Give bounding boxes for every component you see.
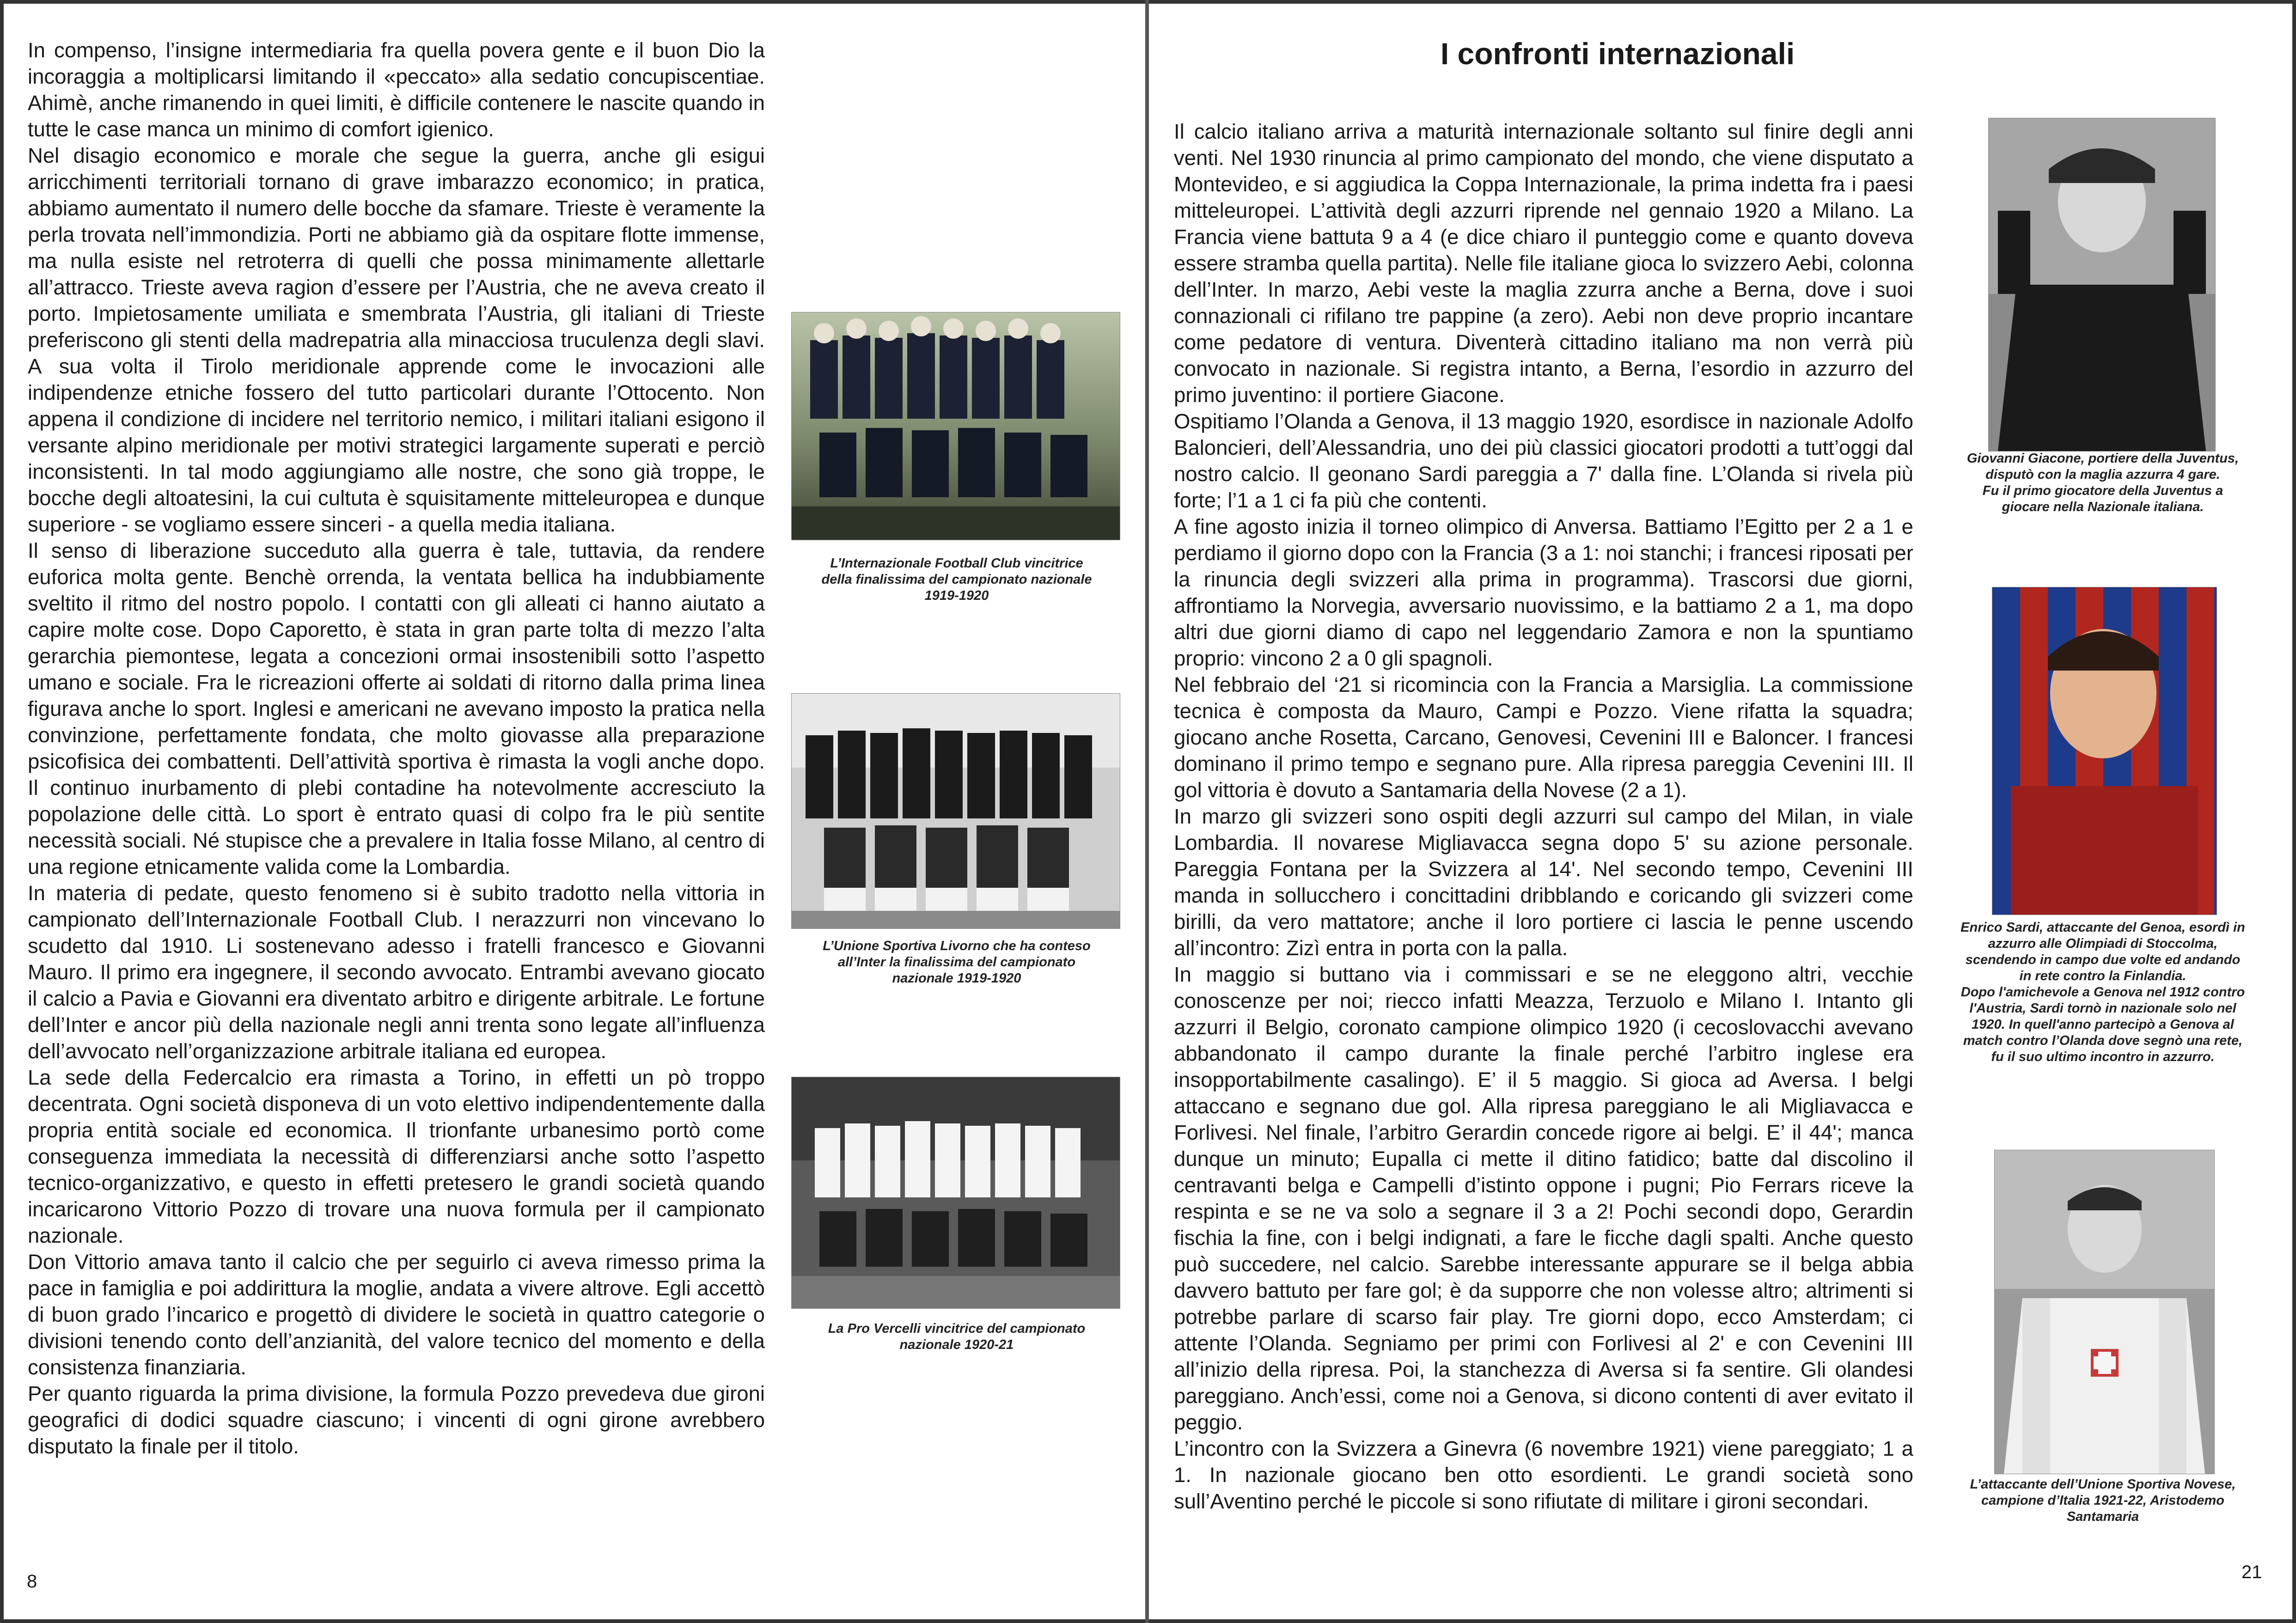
left-paragraph: Il senso di liberazione succeduto alla guerra è tale, tuttavia, da rendere euforica molta gente. Benchè orrenda, la ventata bellica ha indubbiamente sveltito il ritmo del nostro popolo. I contatti con gli alleati ci hanno aiutato a capire molte cose. Dopo Caporetto, è stata in gran parte tolta di mezzo l’alta gerarchia piemontese, legata a concezioni ormai insostenibili sotto l’aspetto umano e sociale. Fra le ricreazioni offerte ai soldati di ritorno dalla prima linea figurava anche lo sport. Inglesi e americani ne avevano imposto la pratica nella convinzione, perfettamente fondata, che molto giovasse alla preparazione psicofisica dei combattenti. Dell’attività sportiva è rimasta la vogli anche dopo. Il continuo inurbamento di plebi contadine ha notevolmente accresciuto la popolazione delle città. Lo sport è entrato quasi di colpo fra le più sentite necessità sociali. Né stupisce che a prevalere in Italia fosse Milano, al centro di una regione etnicamente valida come la Lombardia. [28, 539, 765, 879]
right-paragraph: Nel febbraio del ‘21 si ricomincia con la Francia a Marsiglia. La commissione tecnica è composta da Mauro, Campi e Pozzo. Viene rifatta la squadra; giocano anche Rosetta, Carcano, Genovesi, Cevenini III e Baloncer. I francesi dominano il primo tempo e segnano pure. Alla ripresa pareggia Cevenini III. Il gol vittoria è dovuto a Santamaria della Novese (2 a 1). [1174, 673, 1913, 802]
right-paragraph: In maggio si buttano via i commissari e se ne eleggono altri, vecchie conoscenze per noi; riecco infatti Meazza, Terzuolo e Milano I. Intanto gli azzurri il Belgio, coronato campione olimpico 1920 (i cecoslovacchi avevano abbandonato il campo durante la finale perché l’arbitro inglese era insopportabilmente casalingo). E’ il 5 maggio. Si gioca ad Aversa. I belgi attaccano e segnano due gol. Alla ripresa pareggiano le ali Migliavacca e Forlivesi. Nel finale, l’arbitro Gerardin concede rigore ai belgi. E’ il 44'; manca dunque un minuto; Eupalla ci mette il ditino fatidico; batte dal discolino il centravanti belga e Campelli d’istinto oppone i pugni; Pio Ferrars riceve la respinta e se ne va solo a segnare il 3 a 2! Pochi secondi dopo, Gerardin fischia la fine, con i belgi indignati, a fare le ficche dagli spalti. Anche questo può succedere, nel calcio. Sarebbe interessante appurare se il belga abbia davvero battuto per fare gol; è da supporre che non volesse altro; altrimenti si potrebbe parlare di scarso fair play. Tre giorni dopo, ecco Amsterdam; ci attente l’Olanda. Segniamo per primi con Forlivesi al 2' e con Cevenini III all’inizio della ripresa. Poi, la stanchezza di Aversa si fa sentire. Gli olandesi pareggiano. Anch’essi, come noi a Genova, si dicono contenti di aver evitato il peggio. [1174, 963, 1913, 1434]
right-paragraph: Ospitiamo l’Olanda a Genova, il 13 maggio 1920, esordisce in nazionale Adolfo Baloncieri, dell’Alessandria, uno dei più classici giocatori prodotti a tutt’oggi dal nostro calcio. Il geonano Sardi pareggia a 7' dalla fine. L’Olanda si rivela più forte; l’1 a 1 ci fa più che contenti. [1174, 409, 1913, 512]
frame-left [0, 0, 4, 1623]
left-paragraph: In materia di pedate, questo fenomeno si è subito tradotto nella vittoria in campionato dell’Internazionale Football Club. I nerazzurri non vincevano lo scudetto dal 1910. Li sostenevano adesso i fratelli francesco e Giovanni Mauro. Il primo era ingegnere, il secondo avvocato. Entrambi avevano giocato il calcio a Pavia e Giovanni era diventato arbitro e dirigente arbitrale. Le fortune dell’Inter e ancor più della nazionale negli anni trenta sono legate all’influenza dell’avvocato nell’organizzazione arbitrale italiana ed europea. [28, 881, 765, 1063]
pro-vercelli-team-photo [791, 1077, 1120, 1309]
giacone-photo [1988, 118, 2216, 452]
santamaria-photo [1994, 1150, 2215, 1474]
right-page-body [1174, 118, 1913, 1514]
inter-team-caption: L’Internazionale Football Club vincitrice della finalissima del campionato nazionale 1919-1920 [821, 556, 1092, 603]
left-paragraph: Per quanto riguarda la prima divisione, la formula Pozzo prevedeva due gironi geografici di dodici squadre ciascuno; i vincenti di ogni girone avrebbero disputato la finale per il titolo. [28, 1382, 765, 1458]
frame-right [2292, 0, 2296, 1623]
livorno-team-photo [791, 693, 1120, 929]
left-page-number: 8 [27, 1571, 37, 1592]
right-paragraph: L’incontro con la Svizzera a Ginevra (6 novembre 1921) viene pareggiato; 1 a 1. In nazionale giocano ben otto esordienti. Le grandi società sono sull’Aventino perché le piccole si sono rifiutate di militare i gironi secondari. [1174, 1437, 1913, 1513]
sardi-photo [1992, 587, 2217, 915]
right-paragraph: A fine agosto inizia il torneo olimpico di Anversa. Battiamo l’Egitto per 2 a 1 e perdiamo il giorno dopo con la Francia (3 a 1: noi stanchi; i francesi riposati per la rinuncia degli svizzeri alla prima in programma). Trascorsi due giorni, affrontiamo la Norvegia, avversario nuovissimo, e la battiamo 2 a 1, ma dopo altri due giorni diamo di capo nel leggendario Zamora e non la spuntiamo proprio: vincono 2 a 0 gli spagnoli. [1174, 515, 1913, 670]
livorno-team-caption: L’Unione Sportiva Livorno che ha conteso all’Inter la finalissima del campionato nazionale 1919-1920 [823, 939, 1091, 986]
left-paragraph: Nel disagio economico e morale che segue la guerra, anche gli esigui arricchimenti territoriali tornano di grave imbarazzo economico; in pratica, abbiamo aumentato il numero delle bocche da sfamare. Trieste è veramente la perla trovata nell’immondizia. Porti ne abbiamo già da ospitare flotte immense, ma nulla esiste nel retroterra di quelli che possa minimamente allettarle all’attracco. Trieste aveva ragion d’essere per l’Austria, che ne aveva creato il porto. Impietosamente umiliata e smembrata l’Austria, gli italiani di Trieste preferiscono gli stenti della madrepatria alla minacciosa truculenza degli slavi. A sua volta il Tirolo meridionale apprende come le invocazioni alle indipendenze etniche fossero del tutto particolari durante l’Ottocento. Non appena il condizione di incidere nel territorio nemico, i militari italiani esigono il versante alpino meridionale per motivi strategici largamente superati e perciò inconsistenti. In tal modo aggiungiamo alle nostre, che sono già troppe, le bocche degli altoatesini, la cui cultuta è squisitamente mitteleuropea e dunque superiore - se vogliamo essere sinceri - a quella media italiana. [28, 144, 765, 536]
santamaria-caption: L’attaccante dell’Unione Sportiva Novese, campione d’Italia 1921-22, Aristodemo Santamaria [1970, 1477, 2236, 1524]
sardi-caption: Enrico Sardi, attaccante del Genoa, esordì in azzurro alle Olimpiadi di Stoccolma, scendendo in campo due volte ed andando in rete contro la Finlandia. Dopo l'amichevole a Genova nel 1912 contro l'Austria, Sardi tornò in nazionale solo nel 1920. In quell'anno partecipò a Genova al match contro l’Olanda dove segnò una rete, fu il suo ultimo incontro in azzurro. [1960, 920, 2245, 1064]
giacone-caption: Giovanni Giacone, portiere della Juventus, disputò con la maglia azzurra 4 gare. Fu il primo giocatore della Juventus a giocare nella Nazionale italiana. [1966, 451, 2239, 514]
page-gutter [1145, 0, 1149, 1623]
left-paragraph: Don Vittorio amava tanto il calcio che per seguirlo ci aveva rimesso prima la pace in famiglia e poi addirittura la moglie, andata a vivere altrove. Egli accettò di buon grado l’incarico e progettò di dividere le società in quattro categorie o divisioni tenendo conto dell’anzianità, del valore tecnico del momento e della consistenza finanziaria. [28, 1250, 765, 1379]
pro-vercelli-caption: La Pro Vercelli vincitrice del campionato nazionale 1920-21 [828, 1321, 1086, 1352]
right-paragraph: In marzo gli svizzeri sono ospiti degli azzurri sul campo del Milan, in viale Lombardia. Il novarese Migliavacca segna dopo 5' su azione personale. Pareggia Fontana per la Svizzera al 14'. Nel secondo tempo, Cevenini III manda in sollucchero i concittadini dribblando e coricando gli svizzeri come birilli, da vero mattatore; anche il loro portiere ci lascia le penne uscendo all’incontro: Zizì entra in porta con la palla. [1174, 805, 1913, 960]
left-paragraph: La sede della Federcalcio era rimasta a Torino, in effetti un pò troppo decentrata. Ogni società disponeva di un voto elettivo indipendentemente dalla propria entità sociale ed economica. Il trionfante urbanesimo portò come conseguenza immediata la necessità di differenziarsi anche sotto l’aspetto tecnico-organizzativo, e questo in effetti pretesero le grandi società quando incaricarono Vittorio Pozzo di trovare una nuova formula per il campionato nazionale. [28, 1066, 765, 1247]
left-paragraph: In compenso, l’insigne intermediaria fra quella povera gente e il buon Dio la incoraggia a moltiplicarsi limitando il «peccato» alla sedatio concupiscentiae. Ahimè, anche rimanendo in quei limiti, è difficile contenere le nascite quando in tutte le case manca un minimo di comfort igienico. [28, 38, 765, 141]
left-page-body [28, 37, 765, 1459]
right-page-number: 21 [2241, 1562, 2262, 1582]
right-paragraph: Il calcio italiano arriva a maturità internazionale soltanto sul finire degli anni venti. Nel 1930 rinuncia al primo campionato del mondo, che viene disputato a Montevideo, e si aggiudica la Coppa Internazionale, la prima indetta fra i paesi mitteleuropei. L’attività degli azzurri riprende nel gennaio 1920 a Milano. La Francia viene battuta 9 a 4 (e dice chiaro il punteggio come e quanto doveva essere stramba quella partita). Nelle file italiane gioca lo svizzero Aebi, colonna dell’Inter. In marzo, Aebi veste la maglia zzurra anche a Berna, dove i suoi connazionali ci rifilano tre pappine (a zero). Aebi non deve proprio incantare come pedatore di ventura. Diventerà cittadino italiano ma non verrà più convocato in nazionale. Si registra intanto, a Berna, l’esordio in azzurro del primo juventino: il portiere Giacone. [1174, 120, 1913, 407]
page-title: I confronti internazionali [1440, 37, 1795, 71]
inter-team-photo [791, 312, 1120, 540]
